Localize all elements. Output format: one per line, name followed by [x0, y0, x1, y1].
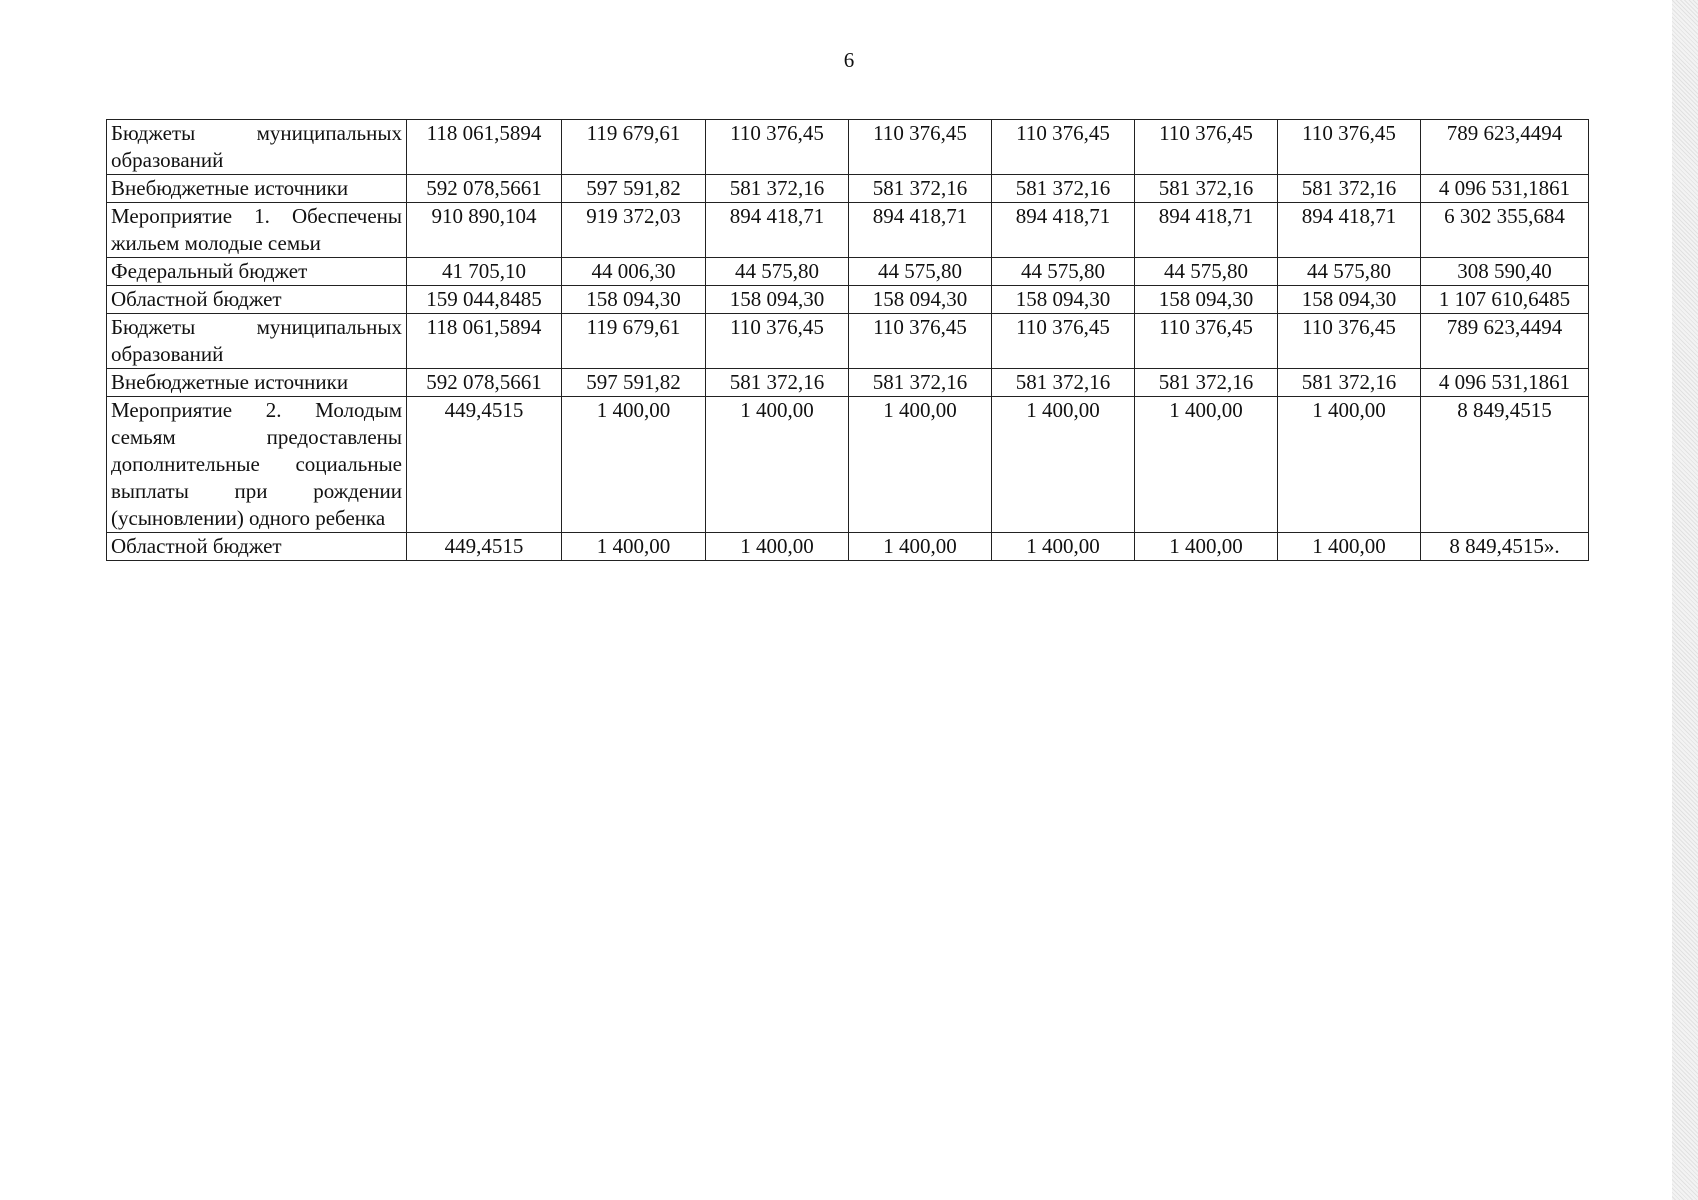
- value-cell: 1 400,00: [1135, 533, 1278, 561]
- value-cell: 581 372,16: [1135, 369, 1278, 397]
- value-cell: 159 044,8485: [407, 286, 562, 314]
- value-cell: 110 376,45: [849, 120, 992, 175]
- row-label: Мероприятие 1. Обеспечены жильем молодые семьи: [107, 203, 407, 258]
- value-cell: 1 400,00: [562, 533, 706, 561]
- row-label: Областной бюджет: [107, 533, 407, 561]
- value-cell: 158 094,30: [562, 286, 706, 314]
- table-row: [107, 369, 1589, 397]
- total-cell: 8 849,4515».: [1421, 533, 1589, 561]
- row-label: Внебюджетные источники: [107, 369, 407, 397]
- value-cell: 44 575,80: [992, 258, 1135, 286]
- value-cell: 118 061,5894: [407, 314, 562, 369]
- budget-table: [106, 119, 1589, 561]
- value-cell: 158 094,30: [992, 286, 1135, 314]
- value-cell: 158 094,30: [706, 286, 849, 314]
- value-cell: 44 575,80: [1135, 258, 1278, 286]
- value-cell: 41 705,10: [407, 258, 562, 286]
- value-cell: 110 376,45: [706, 314, 849, 369]
- row-label: Областной бюджет: [107, 286, 407, 314]
- value-cell: 110 376,45: [992, 120, 1135, 175]
- value-cell: 110 376,45: [849, 314, 992, 369]
- value-cell: 44 575,80: [849, 258, 992, 286]
- row-label: Федеральный бюджет: [107, 258, 407, 286]
- value-cell: 894 418,71: [706, 203, 849, 258]
- value-cell: 110 376,45: [1278, 120, 1421, 175]
- value-cell: 597 591,82: [562, 369, 706, 397]
- value-cell: 581 372,16: [706, 369, 849, 397]
- value-cell: 449,4515: [407, 533, 562, 561]
- value-cell: 110 376,45: [1135, 120, 1278, 175]
- value-cell: 1 400,00: [706, 533, 849, 561]
- value-cell: 581 372,16: [1278, 175, 1421, 203]
- table-row: [107, 286, 1589, 314]
- value-cell: 581 372,16: [849, 369, 992, 397]
- page-number: 6: [843, 48, 855, 72]
- value-cell: 581 372,16: [849, 175, 992, 203]
- value-cell: 1 400,00: [1278, 397, 1421, 533]
- value-cell: 894 418,71: [1135, 203, 1278, 258]
- value-cell: 110 376,45: [992, 314, 1135, 369]
- value-cell: 119 679,61: [562, 314, 706, 369]
- table-row: [107, 533, 1589, 561]
- value-cell: 110 376,45: [1135, 314, 1278, 369]
- total-cell: 789 623,4494: [1421, 120, 1589, 175]
- value-cell: 581 372,16: [1135, 175, 1278, 203]
- total-cell: 8 849,4515: [1421, 397, 1589, 533]
- value-cell: 1 400,00: [562, 397, 706, 533]
- value-cell: 1 400,00: [992, 397, 1135, 533]
- value-cell: 597 591,82: [562, 175, 706, 203]
- value-cell: 158 094,30: [849, 286, 992, 314]
- value-cell: 158 094,30: [1135, 286, 1278, 314]
- value-cell: 581 372,16: [992, 369, 1135, 397]
- value-cell: 581 372,16: [1278, 369, 1421, 397]
- row-label: Мероприятие 2. Молодым семьям предоставлены дополнительные социальные выплаты при рождении (усыновлении) одного ребенка: [107, 397, 407, 533]
- value-cell: 919 372,03: [562, 203, 706, 258]
- table-row: [107, 314, 1589, 369]
- table-row: [107, 120, 1589, 175]
- value-cell: 894 418,71: [849, 203, 992, 258]
- value-cell: 592 078,5661: [407, 369, 562, 397]
- value-cell: 1 400,00: [992, 533, 1135, 561]
- value-cell: 894 418,71: [992, 203, 1135, 258]
- value-cell: 1 400,00: [1278, 533, 1421, 561]
- total-cell: 6 302 355,684: [1421, 203, 1589, 258]
- value-cell: 581 372,16: [992, 175, 1135, 203]
- value-cell: 1 400,00: [849, 533, 992, 561]
- value-cell: 110 376,45: [706, 120, 849, 175]
- value-cell: 44 575,80: [706, 258, 849, 286]
- value-cell: 110 376,45: [1278, 314, 1421, 369]
- total-cell: 308 590,40: [1421, 258, 1589, 286]
- value-cell: 894 418,71: [1278, 203, 1421, 258]
- value-cell: 1 400,00: [706, 397, 849, 533]
- table-row: [107, 175, 1589, 203]
- row-label: Внебюджетные источники: [107, 175, 407, 203]
- value-cell: 1 400,00: [1135, 397, 1278, 533]
- row-label: Бюджеты муниципальных образований: [107, 314, 407, 369]
- value-cell: 910 890,104: [407, 203, 562, 258]
- value-cell: 44 006,30: [562, 258, 706, 286]
- value-cell: 44 575,80: [1278, 258, 1421, 286]
- total-cell: 4 096 531,1861: [1421, 175, 1589, 203]
- value-cell: 119 679,61: [562, 120, 706, 175]
- table-row: [107, 258, 1589, 286]
- value-cell: 118 061,5894: [407, 120, 562, 175]
- value-cell: 449,4515: [407, 397, 562, 533]
- row-label: Бюджеты муниципальных образований: [107, 120, 407, 175]
- table-row: [107, 203, 1589, 258]
- total-cell: 4 096 531,1861: [1421, 369, 1589, 397]
- value-cell: 1 400,00: [849, 397, 992, 533]
- scan-edge-strip: [1672, 0, 1698, 1200]
- value-cell: 581 372,16: [706, 175, 849, 203]
- total-cell: 1 107 610,6485: [1421, 286, 1589, 314]
- value-cell: 158 094,30: [1278, 286, 1421, 314]
- total-cell: 789 623,4494: [1421, 314, 1589, 369]
- table-row: [107, 397, 1589, 533]
- value-cell: 592 078,5661: [407, 175, 562, 203]
